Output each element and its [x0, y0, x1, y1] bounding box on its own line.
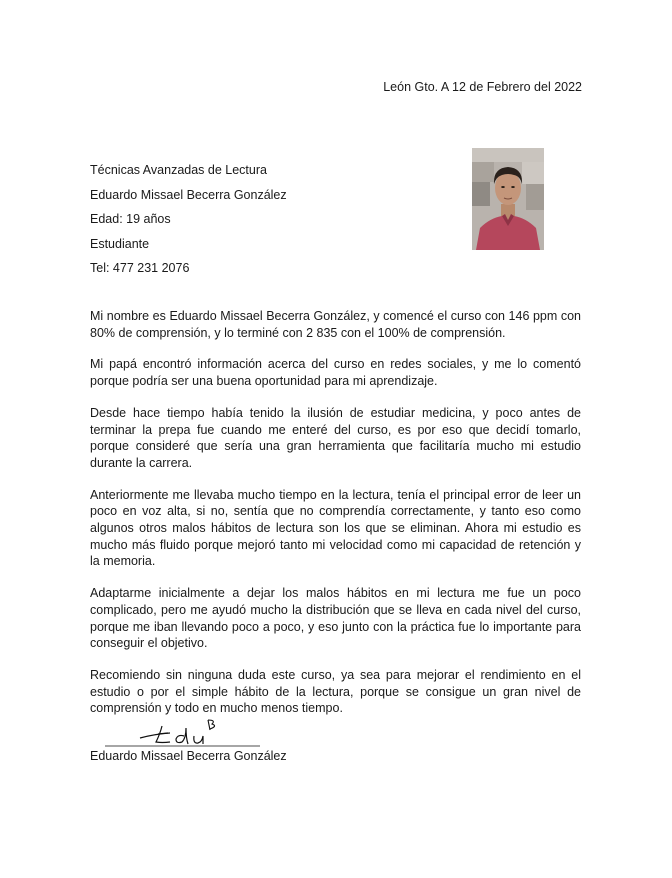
- signature-name: Eduardo Missael Becerra González: [90, 749, 287, 763]
- author-name: Eduardo Missael Becerra González: [90, 187, 287, 202]
- paragraph: Anteriormente me llevaba mucho tiempo en la lectura, tenía el principal error de leer un poco en voz alta, si no, sentía que no comprendía correctamente, y tanto eso como algunos otros malos hábitos de lectura son los que se eliminan. Ahora mi estudio es mucho más fluido porque mejoró tanto mi velocidad como mi capacidad de retención y la memoria.: [90, 487, 581, 569]
- handwritten-signature: [100, 716, 270, 752]
- place-date: León Gto. A 12 de Febrero del 2022: [383, 80, 582, 94]
- paragraph: Desde hace tiempo había tenido la ilusión de estudiar medicina, y poco antes de terminar la prepa fue cuando me enteré del curso, es por eso que decidí tomarlo, porque consideré que sería una gran herramienta que facilitaría mucho mi estudio durante la carrera.: [90, 405, 581, 470]
- header-block: [90, 162, 287, 285]
- author-occupation: Estudiante: [90, 236, 150, 251]
- author-age: Edad: 19 años: [90, 212, 171, 226]
- portrait-photo: [472, 148, 544, 250]
- author-phone: Tel: 477 231 2076: [90, 261, 190, 275]
- paragraph: Recomiendo sin ninguna duda este curso, ya sea para mejorar el rendimiento en el estudio o por el simple hábito de la lectura, porque se consigue un gran nivel de comprensión y todo en mucho menos tiempo.: [90, 667, 581, 716]
- paragraph: Mi nombre es Eduardo Missael Becerra González, y comencé el curso con 146 ppm con 80% de comprensión, y lo terminé con 2 835 con el 100% de comprensión.: [90, 309, 581, 340]
- paragraph: Adaptarme inicialmente a dejar los malos hábitos en mi lectura me fue un poco complicado, pero me ayudó mucho la distribución que se lleva en cada nivel del curso, porque me iban llevando poco a poco, y eso junto con la práctica fue lo importante para conseguir el objetivo.: [90, 586, 581, 651]
- paragraph: Mi papá encontró información acerca del curso en redes sociales, y me lo comentó porque podría ser una buena oportunidad para mi aprendizaje.: [90, 357, 581, 389]
- course-name: Técnicas Avanzadas de Lectura: [90, 163, 267, 177]
- letter-body: [90, 308, 581, 732]
